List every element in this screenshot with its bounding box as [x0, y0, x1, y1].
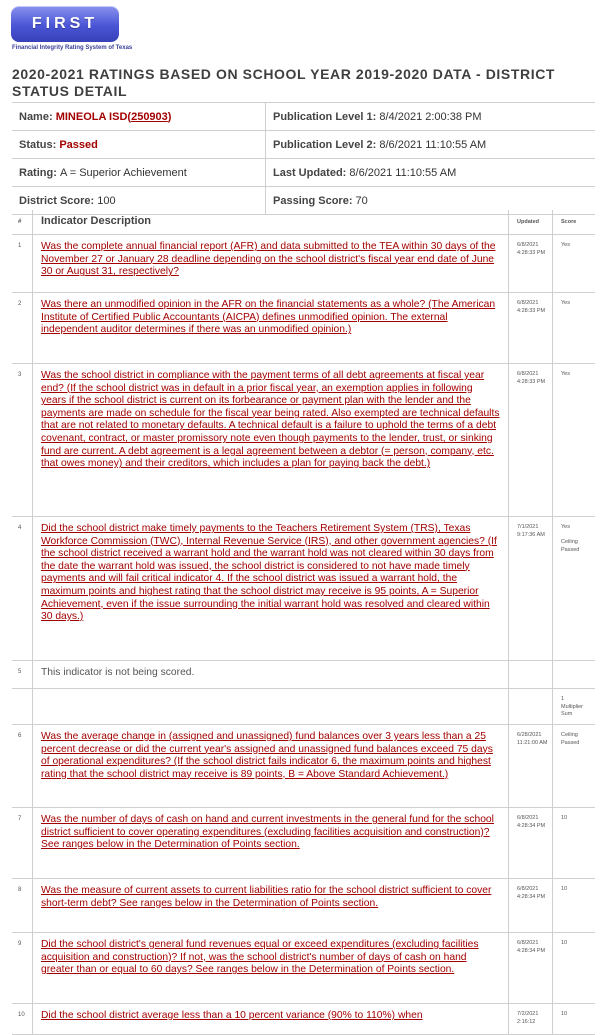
passing-score-label: Passing Score: — [273, 194, 353, 207]
indicator-number: 5 — [18, 669, 22, 675]
indicator-score: Ceiling Passed — [561, 732, 580, 746]
indicator-link[interactable]: Was the complete annual financial report (AFR) and data submitted to the TEA within 30 days of the November 27 or January 28 deadline depending on the school district's fiscal year end date of June 30 or August 31, respectively? — [41, 241, 496, 278]
indicator-number: 2 — [18, 301, 22, 307]
table-row — [12, 1004, 595, 1035]
district-summary — [12, 102, 595, 215]
table-row — [12, 364, 595, 517]
indicator-score: Yes Ceiling Passed — [561, 524, 580, 553]
district-score-label: District Score: — [19, 194, 95, 207]
logo-badge: FIRST — [11, 6, 119, 42]
indicator-description-cell — [32, 517, 509, 660]
indicator-description-cell — [32, 364, 509, 516]
indicator-table — [12, 210, 595, 1035]
indicator-updated: 6/28/2021 11:21:00 AM — [509, 725, 553, 807]
col-score-header: Score — [561, 219, 577, 225]
indicator-number: 9 — [18, 941, 22, 947]
indicator-description-cell — [32, 808, 509, 878]
indicator-note: This indicator is not being scored. — [41, 667, 195, 678]
pub1-label: Publication Level 1: — [273, 110, 377, 123]
indicator-link[interactable]: Did the school district make timely payments to the Teachers Retirement System (TRS), Texas Workforce Commission (TWC), Internal Revenue Service (IRS), and other government agencies? (If the school district received a warrant hold and the warrant hold was not cleared within 30 days from the date the warrant hold was issued, the school district is considered to not have made timely payments and will fail critical indicator 4. If the school district was issued a warrant hold, the maximum points and highest rating that the school district may receive is 95 points, A = Superior Achievement, even if the issue surrounding the initial warrant hold was resolved and cleared within 30 days.) — [41, 523, 497, 623]
table-row — [12, 725, 595, 808]
indicator-link[interactable]: Did the school district average less than a 10 percent variance (90% to 110%) when — [41, 1010, 423, 1021]
district-score-value: 100 — [97, 194, 116, 207]
indicator-score: Yes — [561, 300, 570, 306]
district-id: 250903 — [131, 110, 168, 123]
name-label: Name: — [19, 110, 53, 123]
summary-row-status — [12, 131, 595, 159]
table-row — [12, 517, 595, 661]
indicator-description-cell — [32, 933, 509, 1003]
indicator-link[interactable]: Was the average change in (assigned and unassigned) fund balances over 3 years less than a 25 percent decrease or did the current year's assigned and unassigned fund balances exceed 75 days of operational expenditures? (If the school district fails indicator 6, the maximum points and highest rating that the school district may receive is 89 points, B = Above Standard Achievement.) — [41, 731, 493, 780]
indicator-number: 10 — [18, 1012, 25, 1018]
indicator-number — [12, 689, 32, 724]
indicator-updated: 6/8/2021 4:28:34 PM — [509, 879, 553, 932]
indicator-description-cell — [32, 725, 509, 807]
indicator-number: 8 — [18, 887, 22, 893]
indicator-score: 10 — [561, 815, 568, 821]
indicator-description-cell — [32, 689, 509, 724]
table-row — [12, 689, 595, 725]
indicator-score: 10 — [561, 886, 568, 892]
pub1-value: 8/4/2021 2:00:38 PM — [379, 110, 482, 123]
col-updated-header: Updated — [509, 210, 553, 234]
indicator-description-cell — [32, 879, 509, 932]
indicator-description-cell — [32, 235, 509, 292]
indicator-link[interactable]: Was the school district in compliance with the payment terms of all debt agreements at fiscal year end? (If the school district was in default in a prior fiscal year, an exemption applies in following years if the school district is current on its forbearance or payment plan with the lender and the payments are made on schedule for the fiscal year being rated. Also exempted are technical defaults that are not related to monetary defaults. A technical default is a failure to uphold the terms of a debt covenant, contract, or master promissory note even though payments to the lender, trust, or sinking fund are current. A debt agreement is a legal agreement between a debtor (= person, company, etc. that owes money) and their creditors, which includes a plan for paying back the debt.) — [41, 370, 500, 470]
indicator-score — [553, 661, 595, 688]
indicator-number: 6 — [18, 733, 22, 739]
indicator-description-cell — [32, 1004, 509, 1034]
site-logo[interactable] — [11, 6, 132, 51]
indicator-updated: 7/2/2021 2:16:12 — [509, 1004, 553, 1034]
indicator-link[interactable]: Was there an unmodified opinion in the AFR on the financial statements as a whole? (The American Institute of Certified Public Accountants (AICPA) defines unmodified opinion. The external independent auditor determines if there was an unmodified opinion.) — [41, 299, 496, 336]
table-row — [12, 808, 595, 879]
updated-value: 8/6/2021 11:10:55 AM — [349, 166, 457, 179]
logo-subtitle: Financial Integrity Rating System of Texas — [12, 45, 133, 51]
indicator-link[interactable]: Was the number of days of cash on hand and current investments in the general fund for the school district sufficient to cover operating expenditures (excluding facilities acquisition and construction)? See ranges below in the Determination of Points section. — [41, 814, 494, 851]
indicator-updated: 6/8/2021 4:28:34 PM — [509, 933, 553, 1003]
indicator-updated — [509, 689, 553, 724]
table-row — [12, 661, 595, 689]
indicator-updated: 6/8/2021 4:28:33 PM — [509, 235, 553, 292]
indicator-number: 3 — [18, 372, 22, 378]
indicator-number: 1 — [18, 243, 22, 249]
col-num-header: # — [18, 219, 22, 225]
table-row — [12, 293, 595, 364]
indicator-number: 7 — [18, 816, 22, 822]
table-row — [12, 933, 595, 1004]
rating-value: A = Superior Achievement — [59, 166, 187, 179]
indicator-updated — [509, 661, 553, 688]
status-label: Status: — [19, 138, 57, 151]
indicator-link[interactable]: Was the measure of current assets to current liabilities ratio for the school district sufficient to cover short-term debt? See ranges below in the Determination of Points section. — [41, 885, 492, 909]
indicator-updated: 6/8/2021 4:28:34 PM — [509, 808, 553, 878]
table-row — [12, 235, 595, 293]
indicator-score: Yes — [561, 371, 570, 377]
indicator-updated: 6/8/2021 4:28:33 PM — [509, 293, 553, 363]
pub2-label: Publication Level 2: — [273, 138, 377, 151]
indicator-score: Yes — [561, 242, 570, 248]
summary-row-rating — [12, 159, 595, 187]
page-title: 2020-2021 RATINGS BASED ON SCHOOL YEAR 2019-2020 DATA - DISTRICT STATUS DETAIL — [12, 66, 556, 99]
passing-score-value: 70 — [355, 194, 368, 207]
col-desc-header: Indicator Description — [32, 210, 509, 234]
district-name: MINEOLA ISD — [55, 110, 128, 123]
indicator-score: 10 — [561, 940, 568, 946]
status-value: Passed — [59, 138, 98, 151]
indicator-score: 1 Multiplier Sum — [561, 696, 584, 717]
indicator-score: 10 — [561, 1011, 568, 1017]
table-row — [12, 879, 595, 933]
summary-row-name: Name: MINEOLA ISD ( 250903 ) Publication Level 1: 8/4/2021 2:00:38 PM — [12, 103, 595, 131]
indicator-updated: 7/1/2021 9:17:36 AM — [509, 517, 553, 660]
indicator-description-cell — [32, 293, 509, 363]
indicator-updated: 6/8/2021 4:28:33 PM — [509, 364, 553, 516]
pub2-value: 8/6/2021 11:10:55 AM — [379, 138, 487, 151]
updated-label: Last Updated: — [273, 166, 347, 179]
rating-label: Rating: — [19, 166, 57, 179]
indicator-description-cell — [32, 661, 509, 688]
indicator-number: 4 — [18, 525, 22, 531]
table-header — [12, 210, 595, 235]
indicator-link[interactable]: Did the school district's general fund revenues equal or exceed expenditures (excluding facilities acquisition and construction)? If not, was the school district's number of days of cash on hand greater than or equal to 60 days? See ranges below in the Determination of Points section. — [41, 939, 479, 976]
